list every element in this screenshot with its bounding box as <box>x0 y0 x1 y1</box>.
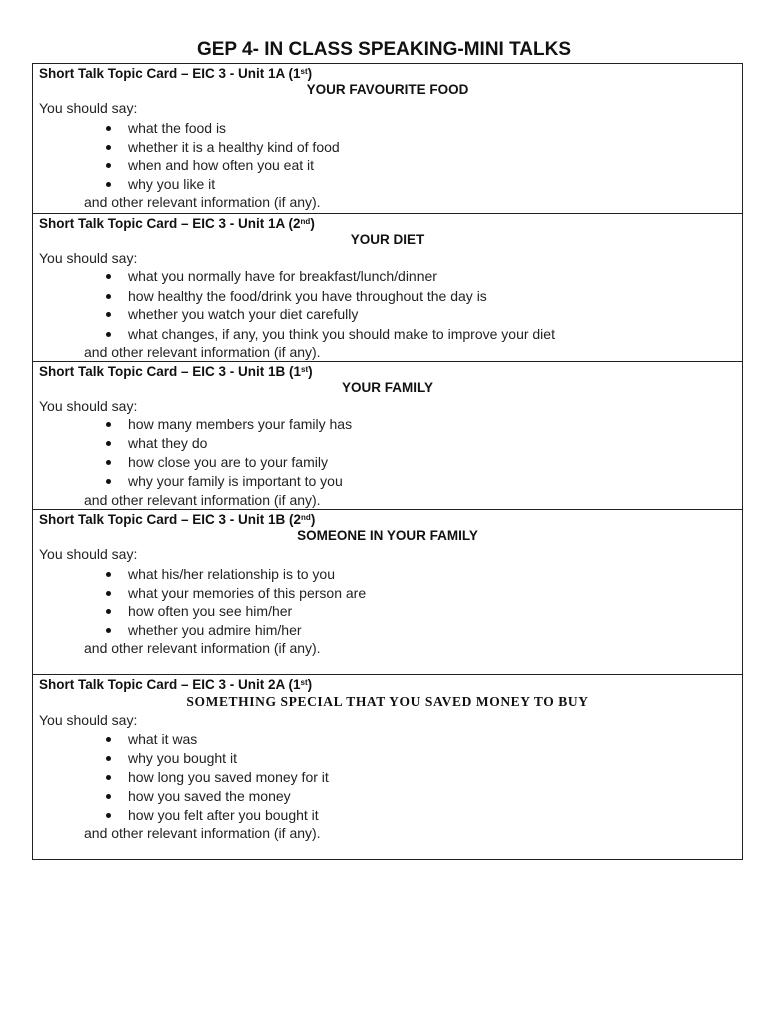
topic-card-unit-1a-2 <box>33 213 742 361</box>
list-item: what your memories of this person are <box>103 585 366 603</box>
card-topic: YOUR FAMILY <box>341 380 433 395</box>
list-item: why you bought it <box>103 750 329 769</box>
card-topic: YOUR DIET <box>350 232 425 247</box>
card-prompt: You should say: <box>39 546 138 562</box>
card-header: Short Talk Topic Card – EIC 3 - Unit 2A (1st) <box>39 677 313 692</box>
card-prompt: You should say: <box>39 100 138 116</box>
bullet-list <box>103 120 340 194</box>
card-closing: and other relevant information (if any). <box>84 194 321 210</box>
bullet-list <box>103 731 329 825</box>
topic-card-unit-1b-1 <box>33 361 742 509</box>
list-item: why your family is important to you <box>103 473 352 491</box>
card-closing: and other relevant information (if any). <box>84 640 321 656</box>
list-item: whether you admire him/her <box>103 622 366 640</box>
card-header: Short Talk Topic Card – EIC 3 - Unit 1B (2nd) <box>39 512 316 527</box>
card-closing: and other relevant information (if any). <box>84 825 321 841</box>
list-item: what changes, if any, you think you should make to improve your diet <box>103 326 555 344</box>
list-item: what they do <box>103 435 352 454</box>
list-item: how you saved the money <box>103 788 329 807</box>
card-closing: and other relevant information (if any). <box>84 344 321 360</box>
topic-cards-table <box>32 63 743 860</box>
bullet-list <box>103 268 555 344</box>
list-item: how close you are to your family <box>103 454 352 473</box>
card-topic: YOUR FAVOURITE FOOD <box>306 82 469 97</box>
card-header: Short Talk Topic Card – EIC 3 - Unit 1A (2nd) <box>39 216 315 231</box>
list-item: whether you watch your diet carefully <box>103 306 555 326</box>
list-item: what you normally have for breakfast/lunch/dinner <box>103 268 555 288</box>
card-header: Short Talk Topic Card – EIC 3 - Unit 1A (1st) <box>39 66 313 81</box>
topic-card-unit-1b-2 <box>33 509 742 674</box>
card-prompt: You should say: <box>39 250 138 266</box>
list-item: why you like it <box>103 176 340 194</box>
card-closing: and other relevant information (if any). <box>84 492 321 508</box>
card-header: Short Talk Topic Card – EIC 3 - Unit 1B (1st) <box>39 364 313 379</box>
list-item: how many members your family has <box>103 416 352 435</box>
list-item: what it was <box>103 731 329 750</box>
card-prompt: You should say: <box>39 712 138 728</box>
bullet-list <box>103 416 352 491</box>
card-prompt: You should say: <box>39 398 138 414</box>
page-title: GEP 4- IN CLASS SPEAKING-MINI TALKS <box>196 39 572 60</box>
topic-card-unit-1a-1 <box>33 64 742 213</box>
card-topic: SOMETHING SPECIAL THAT YOU SAVED MONEY TO BUY <box>186 694 589 709</box>
list-item: what his/her relationship is to you <box>103 566 366 585</box>
list-item: how you felt after you bought it <box>103 807 329 825</box>
list-item: what the food is <box>103 120 340 139</box>
list-item: how healthy the food/drink you have throughout the day is <box>103 288 555 306</box>
bullet-list <box>103 566 366 640</box>
list-item: how often you see him/her <box>103 603 366 622</box>
list-item: when and how often you eat it <box>103 157 340 176</box>
card-topic: SOMEONE IN YOUR FAMILY <box>297 528 478 543</box>
topic-card-unit-2a-1 <box>33 674 742 859</box>
list-item: whether it is a healthy kind of food <box>103 139 340 157</box>
list-item: how long you saved money for it <box>103 769 329 788</box>
